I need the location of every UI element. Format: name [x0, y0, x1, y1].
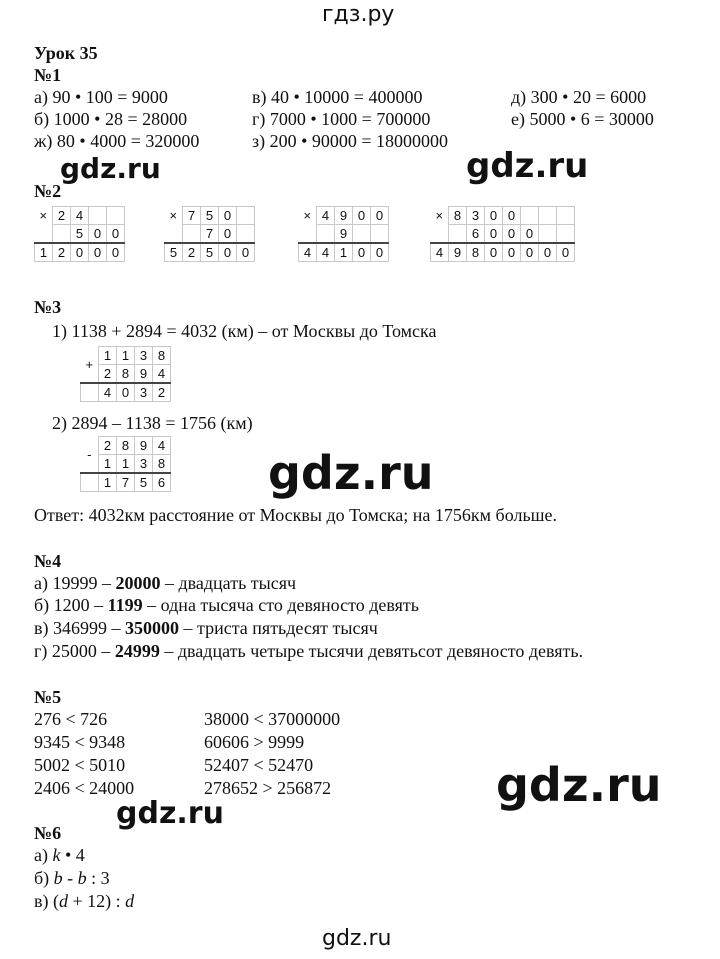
grid-cell: 0 [353, 243, 371, 262]
minus-sign: - [87, 446, 92, 462]
task4-row: а) 19999 – 20000 – двадцать тысяч [34, 573, 297, 593]
grid-cell: 7 [117, 473, 135, 492]
task1-item: з) 200 • 90000 = 18000000 [252, 131, 449, 151]
task1-item: ж) 80 • 4000 = 320000 [34, 131, 200, 151]
grid-cell: 7 [183, 207, 201, 225]
task4-number: №4 [34, 551, 62, 571]
grid-cell: 5 [201, 207, 219, 225]
grid-cell [183, 225, 201, 244]
times-sign: × [435, 208, 444, 223]
grid-cell: 0 [107, 225, 125, 244]
task5-number: №5 [34, 687, 62, 707]
task5-left: 276 < 726 [34, 709, 108, 729]
grid-cell [81, 383, 99, 402]
task6-expression: в) (d + 12) : d [34, 891, 135, 911]
watermark: gdz.ru [268, 446, 434, 500]
addition-grid [80, 346, 171, 402]
grid-cell: 0 [219, 243, 237, 262]
grid-cell: 1 [117, 347, 135, 365]
grid-cell [539, 225, 557, 244]
grid-cell: 4 [99, 383, 117, 402]
grid-cell [317, 225, 335, 244]
grid-cell: 0 [557, 243, 575, 262]
grid-cell: 9 [335, 207, 353, 225]
grid-cell: 6 [153, 473, 171, 492]
grid-cell: 0 [117, 383, 135, 402]
grid-cell: 9 [135, 365, 153, 384]
grid-cell [89, 207, 107, 225]
grid-cell: 0 [485, 243, 503, 262]
grid-cell: 1 [99, 473, 117, 492]
grid-cell: 8 [153, 455, 171, 474]
grid-cell: 0 [503, 207, 521, 225]
task4-row: б) 1200 – 1199 – одна тысяча сто девяносто девять [34, 595, 419, 615]
grid-cell [431, 225, 449, 244]
grid-cell: 2 [99, 437, 117, 455]
grid-cell: 2 [53, 207, 71, 225]
times-sign: × [303, 208, 312, 223]
task5-right: 60606 > 9999 [204, 732, 305, 752]
task5-left: 5002 < 5010 [34, 755, 126, 775]
grid-cell: 8 [449, 207, 467, 225]
grid-cell: 8 [153, 347, 171, 365]
grid-cell: 4 [317, 207, 335, 225]
task6-expression: а) k • 4 [34, 845, 85, 865]
multiplication-grid [34, 206, 125, 262]
grid-cell: 8 [117, 437, 135, 455]
task5-right: 278652 > 256872 [204, 778, 332, 798]
watermark: gdz.ru [116, 796, 224, 831]
watermark: gdz.ru [60, 152, 161, 185]
grid-cell: 1 [35, 243, 53, 262]
grid-cell: 1 [117, 455, 135, 474]
grid-cell: 9 [135, 437, 153, 455]
grid-cell: 2 [183, 243, 201, 262]
task5-left: 9345 < 9348 [34, 732, 126, 752]
grid-cell: 3 [467, 207, 485, 225]
grid-cell [81, 473, 99, 492]
grid-cell: 0 [89, 243, 107, 262]
task5-right: 38000 < 37000000 [204, 709, 341, 729]
grid-cell: 4 [71, 207, 89, 225]
task3-line1: 1) 1138 + 2894 = 4032 (км) – от Москвы до Томска [52, 321, 437, 341]
grid-cell [539, 207, 557, 225]
grid-cell: 9 [449, 243, 467, 262]
task6-expression: б) b - b : 3 [34, 868, 110, 888]
site-header: гдз.ру [322, 2, 395, 27]
grid-cell: 0 [71, 243, 89, 262]
lesson-title: Урок 35 [34, 43, 98, 63]
grid-cell: 2 [53, 243, 71, 262]
task3-line2: 2) 2894 – 1138 = 1756 (км) [52, 413, 253, 433]
grid-cell: 0 [89, 225, 107, 244]
multiplication-grid [298, 206, 389, 262]
grid-cell: 4 [153, 437, 171, 455]
grid-cell [107, 207, 125, 225]
task1-item: д) 300 • 20 = 6000 [511, 87, 647, 107]
task3-number: №3 [34, 297, 62, 317]
footer-watermark: gdz.ru [322, 926, 392, 951]
grid-cell: 5 [135, 473, 153, 492]
grid-cell: 0 [353, 207, 371, 225]
grid-cell: 0 [219, 207, 237, 225]
grid-cell: 5 [165, 243, 183, 262]
grid-cell: 0 [371, 207, 389, 225]
grid-cell: 0 [485, 207, 503, 225]
task1-number: №1 [34, 65, 62, 85]
grid-cell [299, 225, 317, 244]
times-sign: × [169, 208, 178, 223]
task5-left: 2406 < 24000 [34, 778, 135, 798]
grid-cell: 1 [99, 347, 117, 365]
watermark: gdz.ru [496, 758, 662, 812]
grid-cell: 5 [201, 243, 219, 262]
grid-cell: 0 [237, 243, 255, 262]
grid-cell: 0 [521, 225, 539, 244]
grid-cell: 4 [317, 243, 335, 262]
grid-cell: 3 [135, 347, 153, 365]
task2-number: №2 [34, 181, 62, 201]
subtraction-grid [80, 436, 171, 492]
grid-cell: 7 [201, 225, 219, 244]
task3-answer: Ответ: 4032км расстояние от Москвы до Томска; на 1756км больше. [34, 505, 558, 525]
grid-cell: 0 [219, 225, 237, 244]
grid-cell [53, 225, 71, 244]
grid-cell: 0 [539, 243, 557, 262]
grid-cell: 0 [503, 225, 521, 244]
task1-item: е) 5000 • 6 = 30000 [511, 109, 654, 129]
grid-cell [35, 225, 53, 244]
grid-cell: 6 [467, 225, 485, 244]
grid-cell: 4 [299, 243, 317, 262]
grid-cell: 0 [485, 225, 503, 244]
grid-cell: 9 [335, 225, 353, 244]
grid-cell: 4 [431, 243, 449, 262]
grid-cell: 0 [107, 243, 125, 262]
grid-cell [237, 207, 255, 225]
grid-cell: 0 [521, 243, 539, 262]
grid-cell: 1 [99, 455, 117, 474]
grid-cell [449, 225, 467, 244]
watermark: gdz.ru [466, 146, 589, 186]
task5-right: 52407 < 52470 [204, 755, 314, 775]
grid-cell: 2 [153, 383, 171, 402]
grid-cell: 5 [71, 225, 89, 244]
grid-cell: 4 [153, 365, 171, 384]
multiplication-grid [164, 206, 255, 262]
grid-cell [237, 225, 255, 244]
grid-cell [521, 207, 539, 225]
grid-cell: 8 [467, 243, 485, 262]
task4-row: в) 346999 – 350000 – триста пятьдесят тысяч [34, 618, 378, 638]
grid-cell [353, 225, 371, 244]
grid-cell: 2 [99, 365, 117, 384]
grid-cell [557, 207, 575, 225]
grid-cell: 3 [135, 383, 153, 402]
grid-cell: 1 [335, 243, 353, 262]
task4-row: г) 25000 – 24999 – двадцать четыре тысячи девятьсот девяносто девять. [34, 641, 584, 661]
times-sign: × [39, 208, 48, 223]
task1-item: г) 7000 • 1000 = 700000 [252, 109, 431, 129]
grid-cell [165, 225, 183, 244]
task1-item: в) 40 • 10000 = 400000 [252, 87, 423, 107]
grid-cell: 8 [117, 365, 135, 384]
plus-sign: + [85, 356, 94, 372]
task1-item: а) 90 • 100 = 9000 [34, 87, 168, 107]
grid-cell [371, 225, 389, 244]
grid-cell: 0 [503, 243, 521, 262]
multiplication-grid [430, 206, 575, 262]
grid-cell [557, 225, 575, 244]
grid-cell: 0 [371, 243, 389, 262]
task6-number: №6 [34, 823, 62, 843]
task1-item: б) 1000 • 28 = 28000 [34, 109, 188, 129]
grid-cell: 3 [135, 455, 153, 474]
